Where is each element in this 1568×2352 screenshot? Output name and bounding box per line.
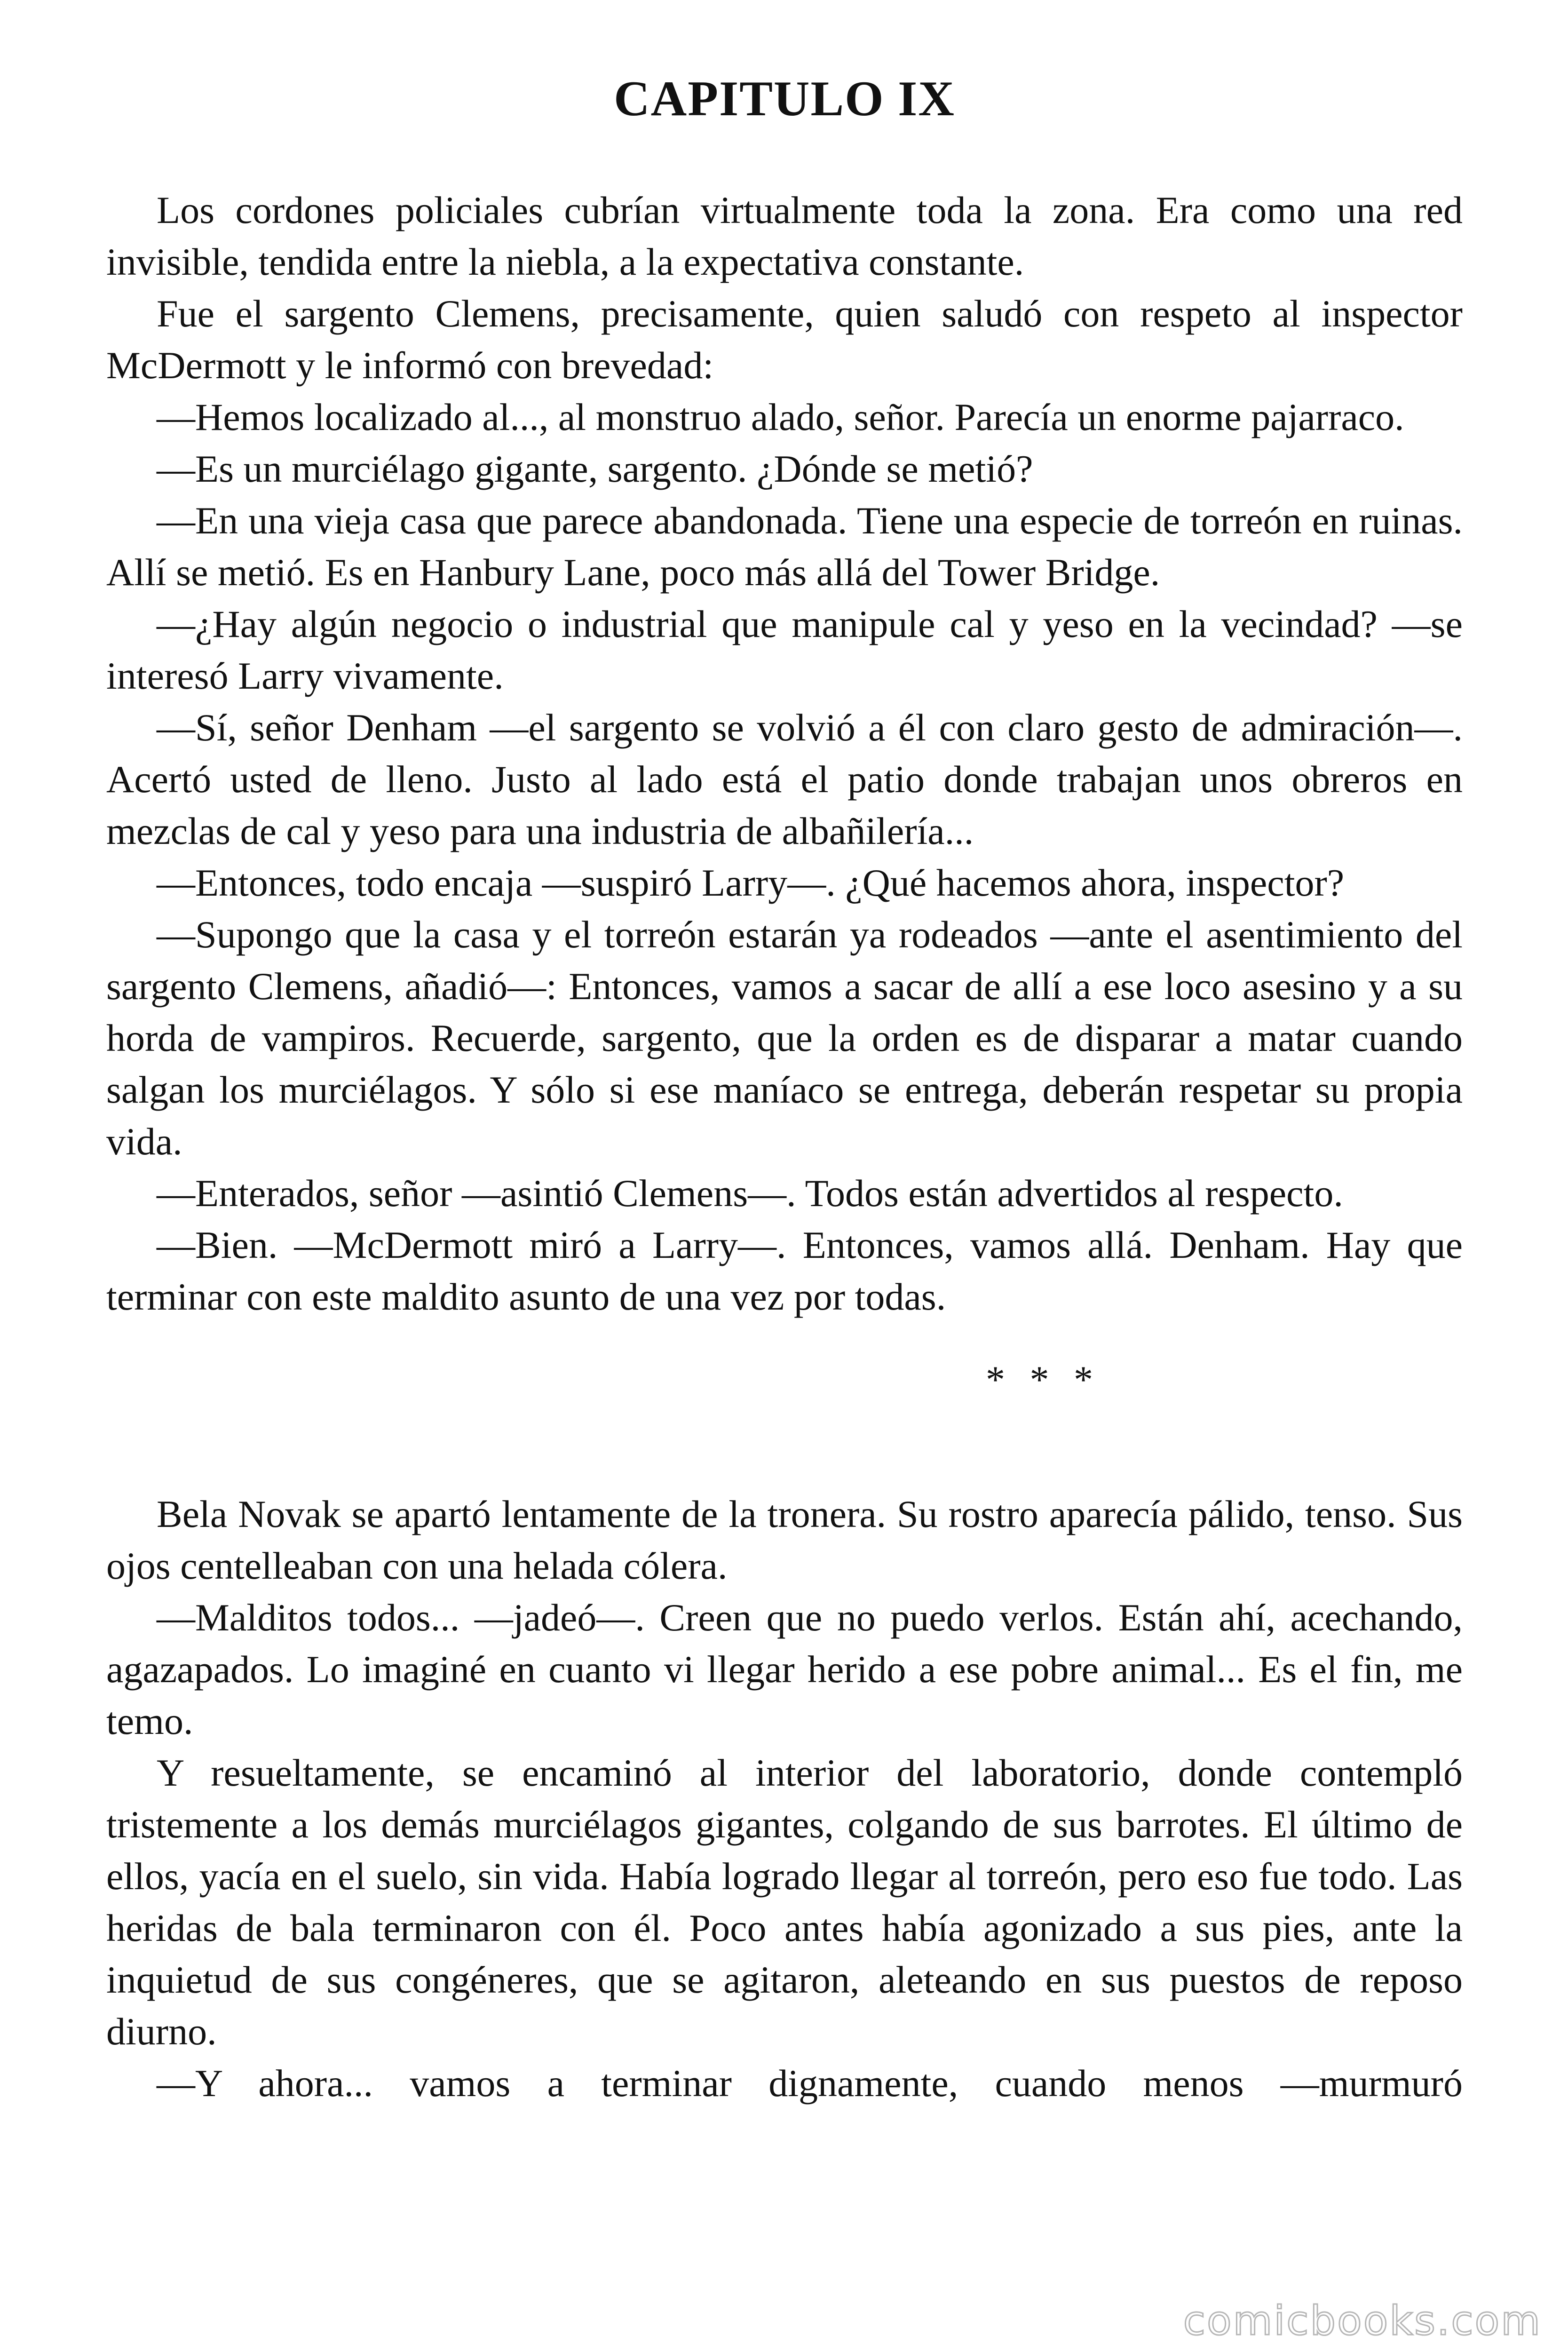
paragraph: Y resueltamente, se encaminó al interior del laboratorio, donde contempló tristemente a los demás murciélagos gigantes, colgando de sus barrotes. El último de ellos, yacía en el suelo, sin vida. Había logrado llegar al torreón, pero eso fue todo. Las heridas de bala terminaron con él. Poco antes había agonizado a sus pies, ante la inquietud de sus congéneres, que se agitaron, aleteando en sus puestos de reposo diurno. [106,1751,1463,2053]
paragraph: —Hemos localizado al..., al monstruo alado, señor. Parecía un enorme pajarraco. [157,396,1404,438]
watermark-logo: comicbooks.com [1183,2297,1542,2344]
paragraph: —Bien. —McDermott miró a Larry—. Entonces, vamos allá. Denham. Hay que terminar con este maldito asunto de una vez por todas. [106,1224,1463,1318]
paragraph: Los cordones policiales cubrían virtualmente toda la zona. Era como una red invisible, tendida entre la niebla, a la expectativa constante. [106,189,1463,283]
paragraph: —Es un murciélago gigante, sargento. ¿Dónde se metió? [157,447,1033,490]
body-text [106,184,1463,2109]
paragraph: —Entonces, todo encaja —suspiró Larry—. ¿Qué hacemos ahora, inspector? [157,861,1345,904]
paragraph: —Supongo que la casa y el torreón estarán ya rodeados —ante el asentimiento del sargento Clemens, añadió—: Entonces, vamos a sacar de allí a ese loco asesino y a su horda de vampiros. Recuerde, sargento, que la orden es de disparar a matar cuando salgan los murciélagos. Y sólo si ese maníaco se entrega, deberán respetar su propia vida. [106,913,1463,1163]
book-page [106,0,1463,2109]
paragraph: —¿Hay algún negocio o industrial que manipule cal y yeso en la vecindad? —se interesó Larry vivamente. [106,603,1463,697]
section-break: * * * [986,1358,1101,1401]
paragraph: —Sí, señor Denham —el sargento se volvió a él con claro gesto de admiración—. Acertó usted de lleno. Justo al lado está el patio donde trabajan unos obreros en mezclas de cal y yeso para una industria de albañilería... [106,706,1463,852]
paragraph: —Y ahora... vamos a terminar dignamente, cuando menos —murmuró [157,2062,1463,2105]
paragraph: —En una vieja casa que parece abandonada. Tiene una especie de torreón en ruinas. Allí se metió. Es en Hanbury Lane, poco más allá del Tower Bridge. [106,499,1463,594]
paragraph: —Enterados, señor —asintió Clemens—. Todos están advertidos al respecto. [157,1172,1343,1215]
paragraph: Bela Novak se apartó lentamente de la tronera. Su rostro aparecía pálido, tenso. Sus ojos centelleaban con una helada cólera. [106,1493,1463,1587]
paragraph: Fue el sargento Clemens, precisamente, quien saludó con respeto al inspector McDermott y le informó con brevedad: [106,292,1463,387]
paragraph: —Malditos todos... —jadeó—. Creen que no puedo verlos. Están ahí, acechando, agazapados. Lo imaginé en cuanto vi llegar herido a ese pobre animal... Es el fin, me temo. [106,1596,1463,1742]
chapter-title: CAPITULO IX [614,71,955,126]
